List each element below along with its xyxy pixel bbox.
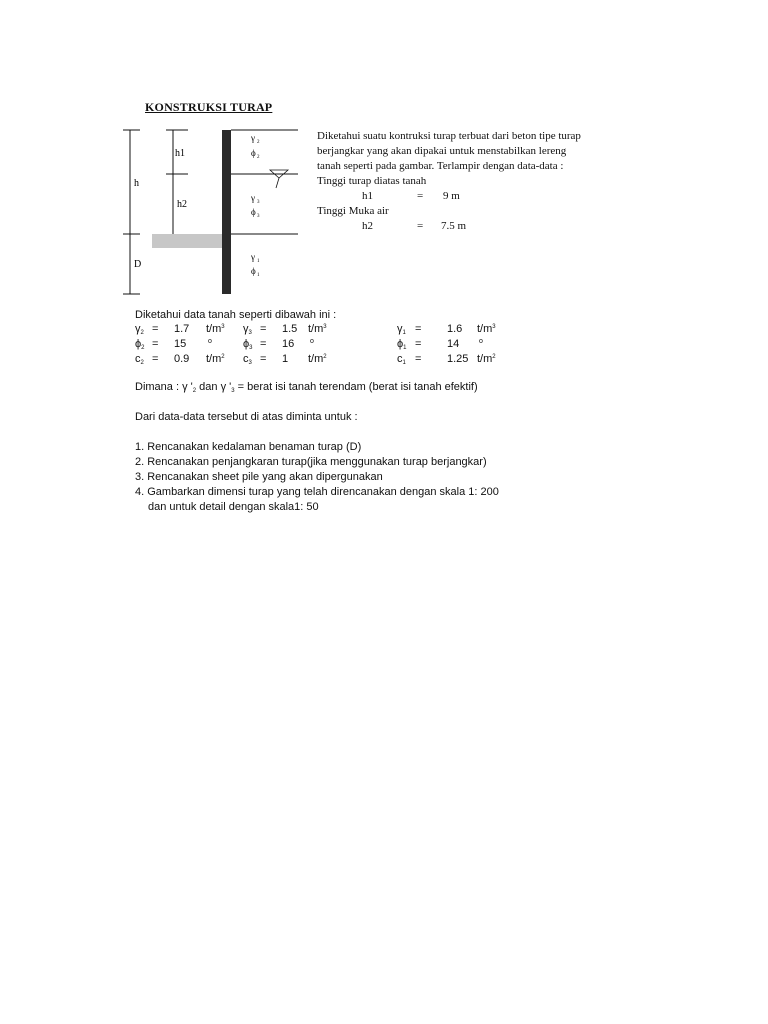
phi-3-symbol: ϕ [251,207,256,217]
task-item: 2. Rencanakan penjangkaran turap(jika menggunakan turap berjangkar) [135,456,487,468]
soil-symbol-char: c [397,353,403,365]
soil-value: 1.7 [174,323,190,335]
soil-symbol [243,353,252,366]
h1-eq: = [417,190,424,202]
gamma-1-symbol: γ [251,252,255,262]
soil-value: 1.25 [447,353,469,365]
soil-eq: = [415,338,422,350]
soil-value: 14 [447,338,460,350]
effective-weight-note [135,381,478,394]
gamma-2-symbol: γ [251,133,255,143]
description-line: berjangkar yang akan dipakai untuk menstabilkan lereng [317,145,567,157]
problem-description [317,129,581,234]
dimana-and: dan [199,381,218,393]
soil-intro: Diketahui data tanah seperti dibawah ini : [135,309,337,321]
soil-eq: = [152,353,159,365]
soil-symbol [397,353,406,366]
soil-symbol-sub: 3 [249,345,253,351]
h1-label: h1 [362,190,373,202]
document-title: KONSTRUKSI TURAP [145,100,273,114]
request-intro: Dari data-data tersebut di atas diminta untuk : [135,411,358,423]
gamma-prime-2: γ ' [182,381,193,393]
soil-unit-sup: 3 [323,324,327,330]
soil-unit-sup: 3 [221,324,225,330]
soil-eq: = [260,353,267,365]
soil-symbol-sub: 3 [248,360,252,366]
label-d: D [134,259,142,270]
soil-symbol-char: γ [135,323,141,335]
description-line: Diketahui suatu kontruksi turap terbuat dari beton tipe turap [317,130,581,142]
soil-symbol [243,323,252,336]
soil-symbol [397,323,406,336]
soil-symbol-sub: 1 [402,360,406,366]
phi-1-symbol: ϕ [251,266,256,276]
soil-unit-sup: 2 [492,354,496,360]
soil-symbol-sub: 2 [140,360,144,366]
task-item: 3. Rencanakan sheet pile yang akan dipergunakan [135,471,383,483]
soil-eq: = [152,323,159,335]
h2-eq: = [417,220,424,232]
soil-unit: $t/m^2$ [308,353,327,365]
soil-value: 1.5 [282,323,298,335]
h1-row [317,189,581,204]
h2-label: h2 [362,220,373,232]
soil-symbol-char: c [135,353,141,365]
soil-symbol-char: ϕ [243,338,250,350]
phi-3-sub: 3 [257,214,260,219]
sheet-pile-wall [222,130,231,294]
soil-symbol [243,338,253,351]
task-item: 4. Gambarkan dimensi turap yang telah direncanakan dengan skala 1: 200 [135,486,499,498]
soil-symbol [135,323,144,336]
soil-symbol [135,353,144,366]
soil-symbol-sub: 3 [248,330,252,336]
gamma-1-sub: 1 [257,259,260,264]
water-level-label: Tinggi Muka air [317,205,389,217]
soil-unit: $t/m^3$ [477,323,496,335]
description-line: Tinggi turap diatas tanah [317,175,427,187]
label-h: h [134,178,139,189]
phi-1-sub: 1 [257,273,260,278]
h1-value: 9 m [443,190,460,202]
gamma-3-sub: 3 [257,200,260,205]
soil-value: 0.9 [174,353,190,365]
gamma-prime-3: γ ' [220,381,232,393]
soil-value: 15 [174,338,187,350]
soil-unit-sup: 3 [492,324,496,330]
soil-symbol-char: γ [243,323,249,335]
soil-symbol [135,338,145,351]
label-h2: h2 [177,199,187,210]
soil-unit: $t/m^3$ [308,323,327,335]
soil-value: 16 [282,338,295,350]
soil-symbol-sub: 2 [140,330,144,336]
soil-symbol-sub: 1 [402,330,406,336]
dimana-definition: = berat isi tanah terendam (berat isi tanah efektif) [237,381,478,393]
soil-eq: = [415,323,422,335]
gamma-3-symbol: γ [251,193,255,203]
dimana-prefix: Dimana : [135,381,180,393]
soil-symbol-char: ϕ [397,338,404,350]
gamma-prime-2-sub: 2 [192,388,197,394]
task-item-continuation: dan untuk detail dengan skala1: 50 [148,501,319,513]
soil-eq: = [260,338,267,350]
soil-symbol-char: ϕ [135,338,142,350]
soil-unit-sup: 2 [221,354,225,360]
soil-unit: $t/m^2$ [206,353,225,365]
soil-unit-sup: 2 [323,354,327,360]
label-h1: h1 [175,148,185,159]
phi-2-symbol: ϕ [251,148,256,158]
water-level-icon [270,170,288,188]
soil-unit: $t/m^3$ [206,323,225,335]
task-item: 1. Rencanakan kedalaman benaman turap (D) [135,441,362,453]
phi-2-sub: 2 [257,155,260,160]
soil-unit-degree: o [479,338,483,345]
soil-unit-degree: o [310,338,314,345]
soil-unit: $t/m^2$ [477,353,496,365]
soil-eq: = [415,353,422,365]
description-line: tanah seperti pada gambar. Terlampir dengan data-data : [317,160,564,172]
soil-symbol-char: γ [397,323,403,335]
soil-symbol-sub: 2 [141,345,145,351]
gamma-prime-3-sub: 3 [231,388,235,394]
ground-left [152,234,222,248]
soil-unit-degree: o [208,338,212,345]
h2-row [317,219,581,234]
sheet-pile-diagram [120,122,310,302]
h2-value: 7.5 m [441,220,467,232]
soil-eq: = [260,323,267,335]
soil-value: 1.6 [447,323,463,335]
soil-symbol-sub: 1 [403,345,407,351]
soil-value: 1 [282,353,289,365]
soil-symbol [397,338,407,351]
gamma-2-sub: 2 [257,140,260,145]
soil-symbol-char: c [243,353,249,365]
soil-eq: = [152,338,159,350]
